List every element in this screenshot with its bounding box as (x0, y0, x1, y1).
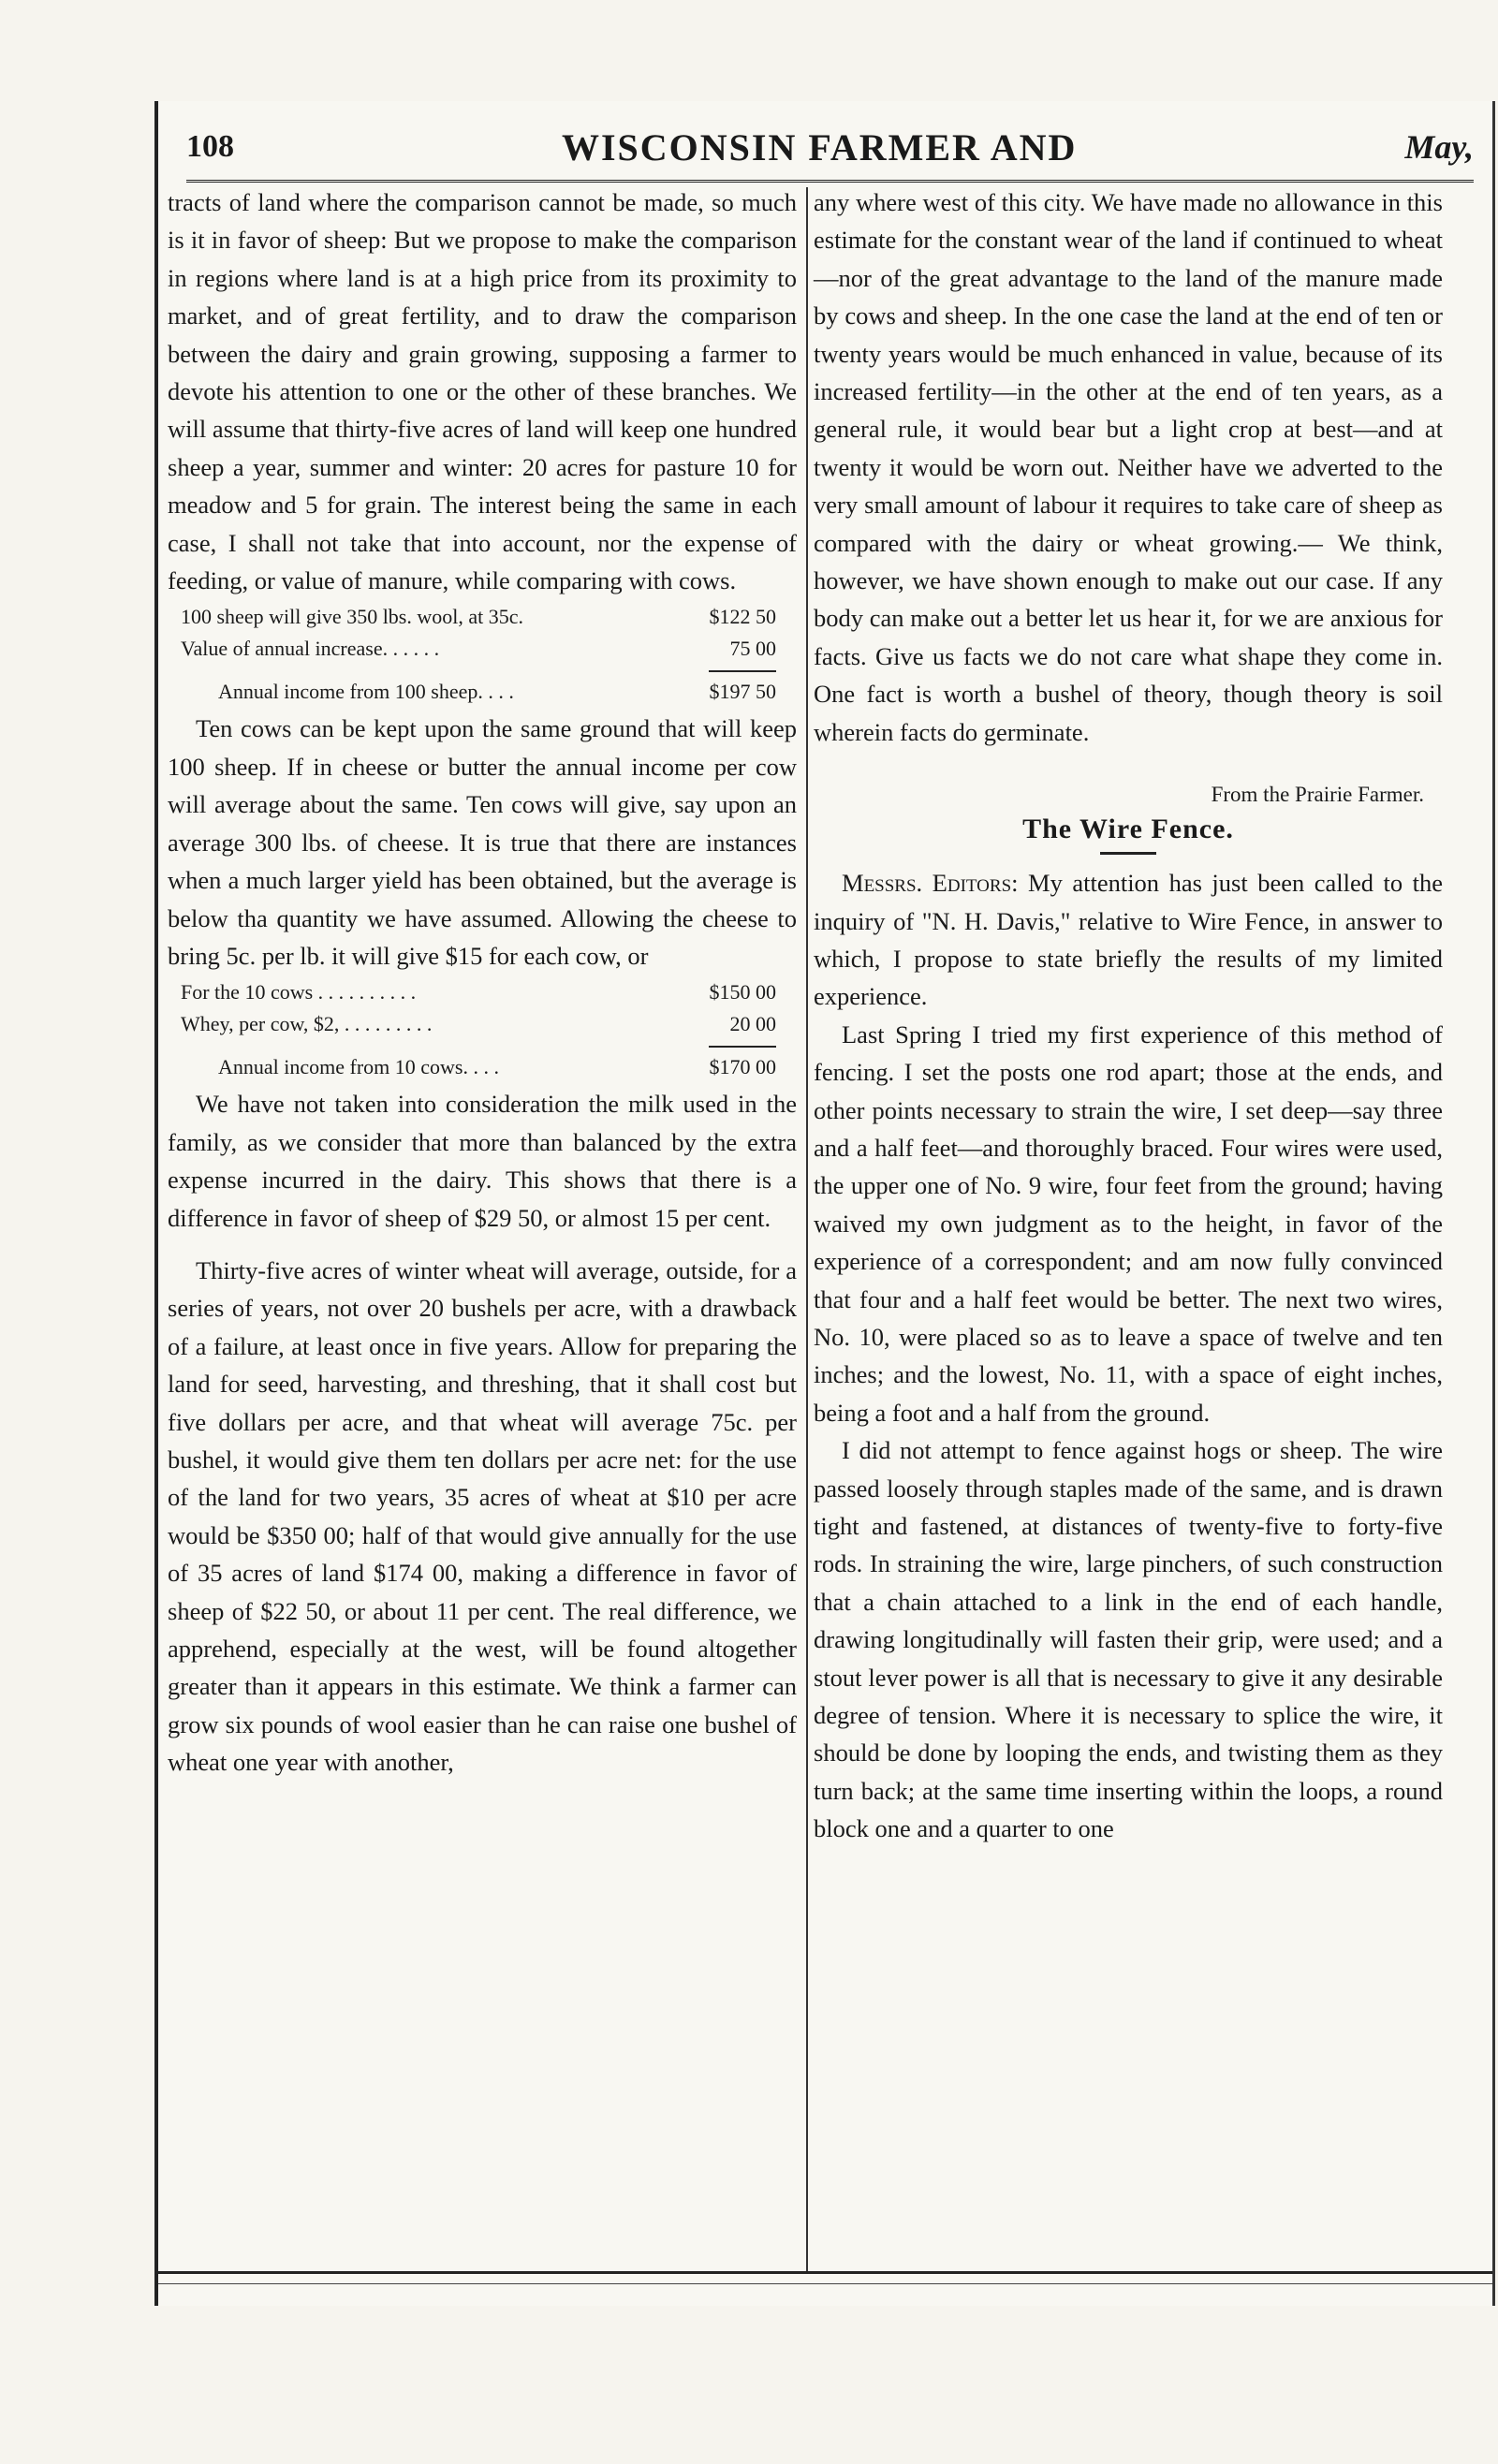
table-total-row: Annual income from 100 sheep. . . . $197 50 (218, 680, 776, 704)
sheep-income-table (168, 601, 797, 708)
right-paragraph-1: any where west of this city. We have made no allowance in this estimate for the constant wear of the land if continued to wheat—nor of the great advantage to the land of the manure made by cows and sheep. In the one case the land at the end of ten or twenty years would be much enhanced in value, because of its increased fertility—in the other at the end of ten years, as a general rule, it would bear but a light crop at best—and at twenty it would be worn out. Neither have we adverted to the very small amount of labour it requires to take care of sheep as compared with the dairy or wheat growing.— We think, however, we have shown enough to make out our case. If any body can make out a better let us hear it, for we are anxious for facts. Give us facts we do not care what shape they come in. One fact is worth a bushel of theory, though theory is soil wherein facts do germinate. (814, 188, 1443, 746)
page-header (186, 114, 1474, 183)
article-source: From the Prairie Farmer. (1211, 783, 1424, 807)
left-column (168, 183, 797, 1782)
left-paragraph-3: We have not taken into consideration the milk used in the family, as we consider that more than balanced by the extra expense incurred in the dairy. This shows that there is a difference in favor of sheep of $29 50, or almost 15 per cent. (168, 1090, 797, 1232)
table-row: For the 10 cows . . . . . . . . . . $150 00 (181, 980, 776, 1005)
running-title: WISCONSIN FARMER AND (561, 125, 1078, 169)
table-total-row: Annual income from 10 cows. . . . $170 00 (218, 1055, 776, 1079)
left-paragraph-2: Ten cows can be kept upon the same ground that will keep 100 sheep. If in cheese or butter the annual income per cow will average about the same. Ten cows will give, say upon an average 300 lbs. of cheese. It is true that there are instances when a much larger yield has been obtained, but the average is below tha quantity we have assumed. Allowing the cheese to bring 5c. per lb. it will give $15 for each cow, or (168, 714, 797, 970)
salutation: Messrs. Editors: (842, 869, 1019, 898)
left-paragraph-4: Thirty-five acres of winter wheat will average, outside, for a series of years, not over 20 bushels per acre, with a drawback of a failure, at least once in five years. Allow for preparing the land for seed, harvesting, and threshing, that it shall cost but five dollars per acre, and that wheat will average 75c. per bushel, it would give them ten dollars per acre net: for the use of the land for two years, 35 acres of wheat at $10 per acre would be $350 00; half of that would give annually for the use of 35 acres of land $174 00, making a difference in favor of sheep of $22 50, or about 11 per cent. The real difference, we apprehend, especially at the west, will be found altogether greater than it appears in this estimate. We think a farmer can grow six pounds of wool easier than he can raise one bushel of wheat one year with another, (168, 1255, 797, 1777)
right-paragraph-3: Last Spring I tried my first experience of this method of fencing. I set the posts one rod apart; those at the ends, and other points necessary to strain the wire, I set deep—say three and a half feet—and thoroughly braced. Four wires were used, the upper one of No. 9 wire, four feet from the ground; having waived my own judgment as to the height, in favor of the experience of a correspondent; and am now fully convinced that four and a half feet would be better. The next two wires, No. 10, were placed so as to leave a space of twelve and ten inches; and the lowest, No. 11, with a space of eight inches, being a foot and a half from the ground. (814, 1019, 1443, 1427)
right-paragraph-2: Messrs. Editors: My attention has just been called to the inquiry of "N. H. Davis," relative to Wire Fence, in answer to which, I propose to state briefly the results of my limited experience. (814, 869, 1443, 1011)
page (154, 101, 1495, 2306)
page-number: 108 (186, 129, 234, 164)
left-paragraph-1: tracts of land where the comparison cannot be made, so much is it in favor of sheep: But we propose to make the comparison in regions where land is at a high price from its proximity to market, and of great fertility, and to draw the comparison between the dairy and grain growing, supposing a farmer to devote his attention to one or the other of these branches. We will assume that thirty-five acres of land will keep one hundred sheep a year, summer and winter: 20 acres for pasture 10 for meadow and 5 for grain. The interest being the same in each case, I shall not take that into account, nor the expense of feeding, or value of manure, while comparing with cows. (168, 188, 797, 595)
issue-month: May, (1404, 128, 1474, 166)
cow-income-table (168, 976, 797, 1083)
bottom-rule (158, 2271, 1492, 2284)
column-divider (806, 187, 808, 2271)
title-rule (1100, 852, 1156, 855)
table-row: Whey, per cow, $2, . . . . . . . . . 20 00 (181, 1012, 776, 1036)
table-row: 100 sheep will give 350 lbs. wool, at 35c. $122 50 (181, 605, 776, 629)
article-title: The Wire Fence. (1022, 814, 1234, 845)
table-row: Value of annual increase. . . . . . 75 00 (181, 637, 776, 661)
right-column (814, 183, 1443, 1848)
right-paragraph-4: I did not attempt to fence against hogs or sheep. The wire passed loosely through staples made of the same, and is drawn tight and fastened, at distances of twenty-five to forty-five rods. In straining the wire, large pinchers, of such construction that a chain attached to a link in the end of each handle, drawing longitudinally will fasten their grip, were used; and a stout lever power is all that is necessary to give it any desirable degree of tension. Where it is necessary to splice the wire, it should be done by looping the ends, and twisting them as they turn back; at the same time inserting within the loops, a round block one and a quarter to one (814, 1436, 1443, 1843)
